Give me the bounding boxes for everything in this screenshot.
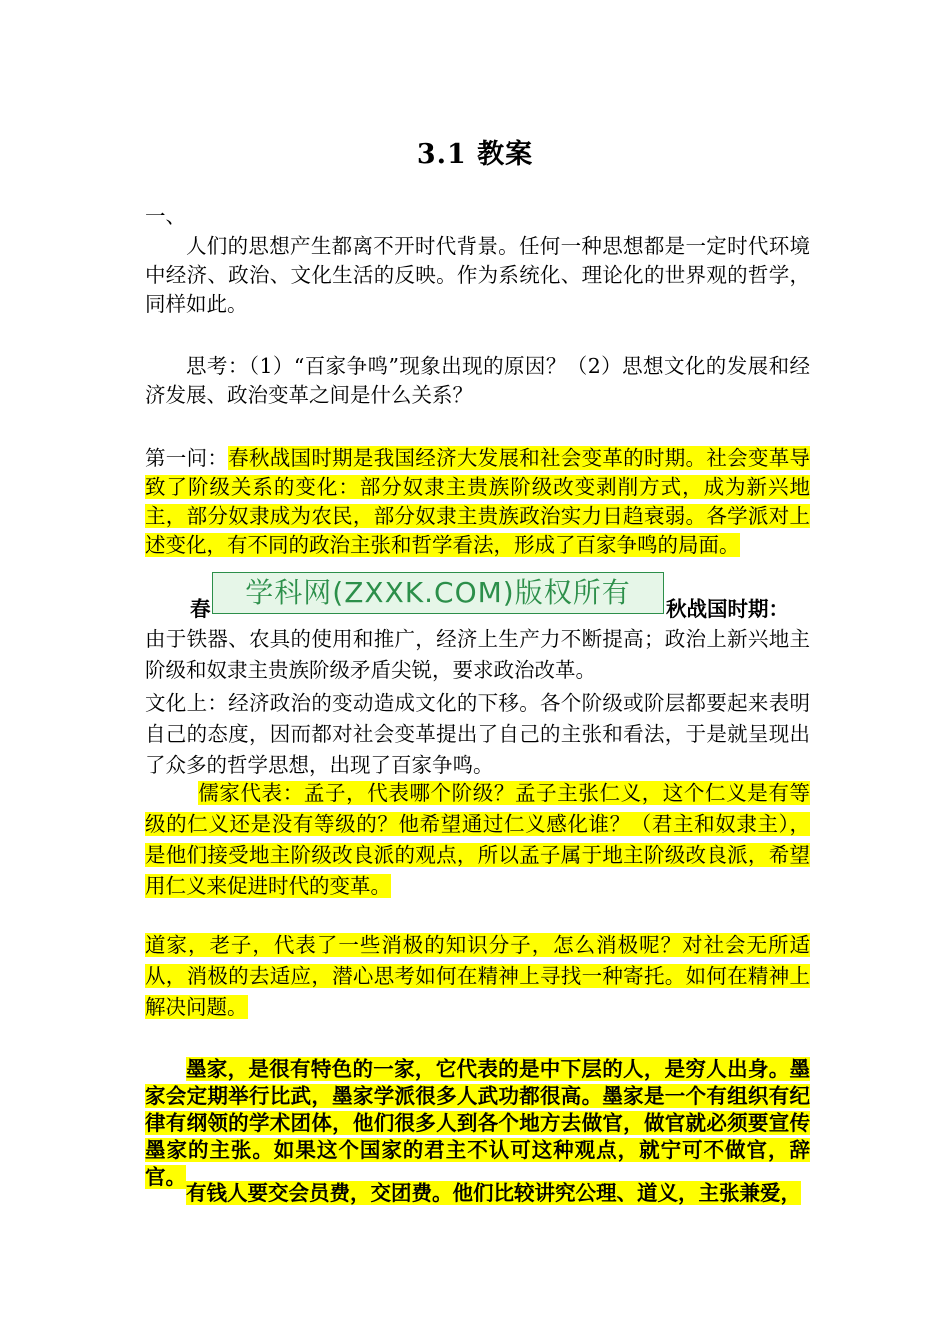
context-label-left: 春 [190,597,211,621]
rujia-text: 儒家代表：孟子，代表哪个阶级？孟子主张仁义，这个仁义是有等级的仁义还是没有等级的？他希望通过仁义感化谁？（君主和奴隶主），是他们接受地主阶级改良派的观点，所以孟子属于地主阶级改良派，希望用仁义来促进时代的变革。 [145,781,810,898]
q1-paragraph [145,444,810,560]
daojia-paragraph [145,930,810,1023]
daojia-text: 道家，老子，代表了一些消极的知识分子，怎么消极呢？对社会无所适从，消极的去适应，潜心思考如何在精神上寻找一种寄托。如何在精神上解决问题。 [145,933,810,1019]
page-title: 3.1 教案 [416,139,534,170]
watermark-badge: 学科网(ZXXK.COM)版权所有 [212,572,664,614]
intro-paragraph: 人们的思想产生都离不开时代背景。任何一种思想都是一定时代环境中经济、政治、文化生活的反映。作为系统化、理论化的世界观的哲学，同样如此。 [145,234,810,316]
section-heading: 一、 [145,204,186,228]
context-label-right: 秋战国时期： [666,597,789,621]
q1-answer: 春秋战国时期是我国经济大发展和社会变革的时期。社会变革导致了阶级关系的变化：部分奴隶主贵族阶级改变剥削方式，成为新兴地主，部分奴隶成为农民，部分奴隶主贵族政治实力日趋衰弱。各学派对上述变化，有不同的政治主张和哲学看法，形成了百家争鸣的局面。 [145,446,811,557]
mojia-continued-text: 有钱人要交会员费，交团费。他们比较讲究公理、道义，主张兼爱， [186,1181,801,1205]
rujia-paragraph [145,778,810,902]
economy-paragraph: 由于铁器、农具的使用和推广，经济上生产力不断提高；政治上新兴地主阶级和奴隶主贵族阶级矛盾尖锐，要求政治改革。 [145,627,810,682]
q1-label: 第一问： [145,446,229,470]
mojia-paragraph [145,1056,810,1191]
mojia-continued-paragraph [145,1180,810,1207]
mojia-text: 墨家，是很有特色的一家，它代表的是中下层的人，是穷人出身。墨家会定期举行比武，墨家学派很多人武功都很高。墨家是一个有组织有纪律有纲领的学术团体，他们很多人到各个地方去做官，做官就必须要宣传墨家的主张。如果这个国家的君主不认可这种观点，就宁可不做官，辞官。 [145,1057,810,1189]
culture-paragraph: 文化上：经济政治的变动造成文化的下移。各个阶级或阶层都要起来表明自己的态度，因而都对社会变革提出了自己的主张和看法，于是就呈现出了众多的哲学思想，出现了百家争鸣。 [145,691,810,777]
think-question: 思考：（1）“百家争鸣”现象出现的原因？（2）思想文化的发展和经济发展、政治变革之间是什么关系？ [145,354,810,407]
